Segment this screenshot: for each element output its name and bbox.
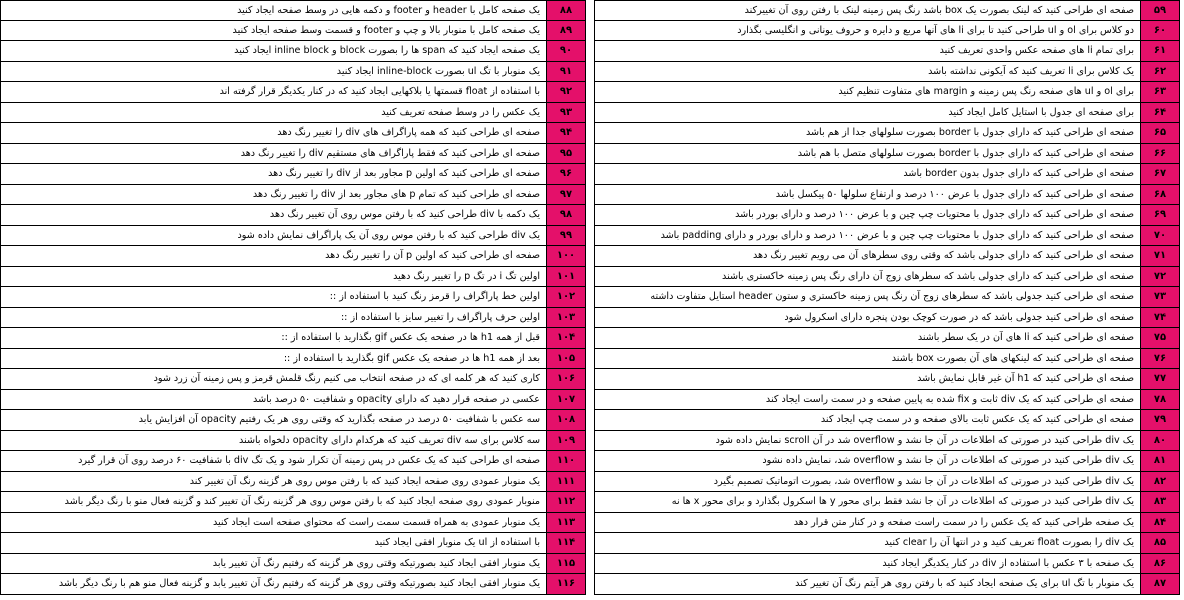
exercise-text: یک منوبار با تگ ul بصورت inline-block ایجاد کنید xyxy=(336,65,540,77)
table-row xyxy=(594,205,1180,226)
exercise-text: صفحه ای طراحی کنید که دارای جدولی باشد که سطرهای زوج آن دارای رنگ پس زمینه خاکستری باشند xyxy=(722,270,1134,282)
exercise-number-badge: ۸۷ xyxy=(1140,574,1179,594)
exercise-text: یک منوبار عمودی به همراه قسمت سمت راست که محتوای صفحه است ایجاد کنید xyxy=(212,516,540,528)
exercise-number-badge: ۸۰ xyxy=(1140,431,1179,451)
exercise-text: صفحه ای طراحی کنید که دارای جدولی باشد که وقتی روی سطرهای آن می رویم تغییر رنگ دهد xyxy=(752,250,1134,261)
exercise-text: یک منوبار با تگ ul برای یک صفحه ایجاد کنید که با رفتن روی هر آیتم رنگ آن تغییر کند xyxy=(795,578,1134,589)
exercise-text: صفحه ای طراحی کنید که اولین p مجاور بعد از div را تغییر رنگ دهد xyxy=(268,168,540,179)
exercise-number-badge: ۸۸ xyxy=(546,1,585,20)
exercise-number-badge: ۷۰ xyxy=(1140,226,1179,246)
exercise-number-badge: ۸۲ xyxy=(1140,472,1179,492)
table-row xyxy=(0,62,586,83)
table-row xyxy=(594,390,1180,411)
exercise-number-badge: ۱۰۴ xyxy=(546,328,585,348)
exercise-number-badge: ۷۱ xyxy=(1140,246,1179,266)
table-row xyxy=(0,123,586,144)
exercise-text: یک div طراحی کنید در صورتی که اطلاعات در آن جا نشد و overflow شد در آن scroll نمایش داده شود xyxy=(715,434,1134,446)
exercise-number-badge: ۶۶ xyxy=(1140,144,1179,164)
exercise-number-badge: ۹۶ xyxy=(546,164,585,184)
exercise-number-badge: ۶۲ xyxy=(1140,62,1179,82)
exercise-number-badge: ۷۵ xyxy=(1140,328,1179,348)
exercise-text: عکسی در صفحه قرار دهید که دارای opacity و شفافیت ۵۰ درصد باشد xyxy=(253,393,540,405)
table-row xyxy=(594,144,1180,165)
exercise-number-badge: ۱۱۱ xyxy=(546,472,585,492)
table-row xyxy=(0,103,586,124)
table-row xyxy=(594,164,1180,185)
exercise-number-badge: ۱۰۸ xyxy=(546,410,585,430)
exercise-number-badge: ۶۹ xyxy=(1140,205,1179,225)
exercise-text: سه عکس با شفافیت ۵۰ درصد در صفحه بگذارید که وقتی روی هر یک رفتیم opacity آن افزایش یابد xyxy=(138,414,540,425)
exercise-number-badge: ۹۰ xyxy=(546,41,585,61)
table-row xyxy=(0,287,586,308)
table-row xyxy=(0,349,586,370)
exercise-number-badge: ۹۹ xyxy=(546,226,585,246)
table-row xyxy=(0,164,586,185)
exercise-text: صفحه ای طراحی کنید جدولی باشد که در صورت کوچک بودن پنجره دارای اسکرول شود xyxy=(784,311,1134,323)
table-row xyxy=(594,533,1180,554)
exercise-text: صفحه ای طراحی کنید که یک div ثابت و fix شده به پایین صفحه و در سمت راست ایجاد کند xyxy=(765,393,1134,405)
exercise-text: منوبار عمودی روی صفحه ایجاد کنید که با رفتن موس روی هر گزینه رنگ آن تغییر کند و گزینه فعال منو با رنگ دیگر باشد xyxy=(64,496,540,507)
table-row xyxy=(594,21,1180,42)
exercise-text: یک کلاس برای li تعریف کنید که آیکونی نداشته باشد xyxy=(928,65,1134,77)
exercise-text: صفحه ای طراحی کنید که دارای جدول با border بصورت سلولهای جدا از هم باشد xyxy=(805,127,1134,138)
exercise-number-badge: ۸۵ xyxy=(1140,533,1179,553)
exercise-text: برای تمام li های صفحه عکس واحدی تعریف کنید xyxy=(939,45,1134,56)
exercise-number-badge: ۹۷ xyxy=(546,185,585,205)
table-row xyxy=(594,62,1180,83)
exercise-text: صفحه ای طراحی کنید که لینک بصورت یک box باشد رنگ پس زمینه لینک با رفتن روی آن تغییرکند xyxy=(744,5,1134,16)
exercise-text: برای ol و ul های صفحه رنگ پس زمینه و margin های متفاوت تنظیم کنید xyxy=(838,86,1134,97)
exercise-text: یک عکس را در وسط صفحه تعریف کنید xyxy=(381,106,540,118)
table-row xyxy=(0,41,586,62)
exercise-number-badge: ۶۴ xyxy=(1140,103,1179,123)
table-row xyxy=(594,123,1180,144)
table-row xyxy=(0,492,586,513)
exercise-text: کاری کنید که هر کلمه ای که در صفحه انتخاب می کنیم رنگ قلمش قرمز و پس زمینه آن زرد شود xyxy=(153,373,540,384)
exercise-number-badge: ۶۸ xyxy=(1140,185,1179,205)
exercise-number-badge: ۶۰ xyxy=(1140,21,1179,41)
exercise-text: صفحه ای طراحی کنید که لینکهای های آن بصورت box باشند xyxy=(891,352,1134,364)
table-row xyxy=(0,226,586,247)
table-row xyxy=(0,246,586,267)
table-row xyxy=(594,451,1180,472)
table-row xyxy=(0,513,586,534)
table-row xyxy=(0,21,586,42)
exercise-number-badge: ۱۰۹ xyxy=(546,431,585,451)
table-row xyxy=(594,472,1180,493)
exercise-number-badge: ۹۸ xyxy=(546,205,585,225)
exercise-text: صفحه ای طراحی کنید که دارای جدول بدون border باشد xyxy=(903,168,1134,179)
exercise-text: یک صفحه طراحی کنید که یک عکس را در سمت راست صفحه و در کنار متن قرار دهد xyxy=(793,516,1134,528)
exercise-text: یک صفحه ایجاد کنید که span ها را بصورت block و inline block ایجاد کنید xyxy=(234,45,540,56)
exercise-text: صفحه ای طراحی کنید که یک عکس در پس زمینه آن تکرار شود و یک تگ div با شفافیت ۶۰ درصد روی آن قرار گیرد xyxy=(78,455,540,466)
exercise-text: قبل از همه h1 ها در صفحه یک عکس gif بگذارید با استفاده از :: xyxy=(281,332,540,343)
table-row xyxy=(0,369,586,390)
exercise-text: یک منوبار افقی ایجاد کنید بصورتیکه وقتی روی هر گزینه که رفتیم رنگ آن تغییر یابد xyxy=(212,557,540,569)
exercise-number-badge: ۹۳ xyxy=(546,103,585,123)
table-row xyxy=(0,472,586,493)
table-row xyxy=(0,205,586,226)
exercise-text: صفحه ای طراحی کنید که li های آن در یک سطر باشند xyxy=(917,332,1134,343)
table-row xyxy=(594,41,1180,62)
exercise-text: صفحه ای طراحی کنید که یک عکس ثابت بالای صفحه و در سمت چپ ایجاد کند xyxy=(820,414,1134,425)
table-row xyxy=(0,390,586,411)
table-row xyxy=(0,574,586,595)
exercise-text: دو کلاس برای ol و ul طراحی کنید تا برای li های آنها مربع و دایره و حروف یونانی و انگلیسی بگذارد xyxy=(737,24,1134,36)
table-row xyxy=(594,103,1180,124)
exercise-number-badge: ۱۰۰ xyxy=(546,246,585,266)
exercise-text: یک دکمه با div طراحی کنید که با رفتن موس روی آن تغییر رنگ دهد xyxy=(269,209,540,220)
exercise-text: اولین تگ i در تگ p را تغییر رنگ دهید xyxy=(393,270,540,282)
table-row xyxy=(594,574,1180,595)
exercise-number-badge: ۱۰۲ xyxy=(546,287,585,307)
exercise-text: یک منوبار عمودی روی صفحه ایجاد کنید که با رفتن موس روی هر گزینه رنگ آن تغییر کند xyxy=(189,475,540,487)
exercise-text: یک div طراحی کنید در صورتی که اطلاعات در آن جا نشد و overflow شد، نمایش داده نشود xyxy=(762,455,1134,466)
exercise-number-badge: ۹۲ xyxy=(546,82,585,102)
table-row xyxy=(0,144,586,165)
exercise-text: یک div طراحی کنید در صورتی که اطلاعات در آن جا نشد و overflow شد، بصورت اتوماتیک تصمیم بگیرد xyxy=(713,475,1134,487)
table-row xyxy=(0,185,586,206)
exercise-number-badge: ۱۱۰ xyxy=(546,451,585,471)
table-row xyxy=(594,226,1180,247)
exercise-text: صفحه ای طراحی کنید که دارای جدول با محتویات چپ چین و با عرض ۱۰۰ درصد و دارای بوردر باشد xyxy=(735,209,1134,220)
exercise-number-badge: ۷۴ xyxy=(1140,308,1179,328)
table-row xyxy=(594,431,1180,452)
table-row xyxy=(0,533,586,554)
table-row xyxy=(0,308,586,329)
table-row xyxy=(594,369,1180,390)
exercise-text: یک منوبار افقی ایجاد کنید بصورتیکه وقتی روی هر گزینه که رفتیم رنگ آن تغییر یابد و گزینه فعال منو هم با رنگ دیگر باشد xyxy=(58,578,540,589)
exercise-text: یک div طراحی کنید در صورتی که اطلاعات در آن جا نشد فقط برای محور y ها اسکرول بگذارد و برای محور x ها نه xyxy=(671,496,1134,507)
exercise-number-badge: ۶۷ xyxy=(1140,164,1179,184)
exercise-text: یک صفحه با ۳ عکس با استفاده از div در کنار یکدیگر ایجاد کنید xyxy=(882,557,1134,569)
exercise-number-badge: ۷۹ xyxy=(1140,410,1179,430)
exercise-text: صفحه ای طراحی کنید که دارای جدول با محتویات چپ چین و با عرض ۱۰۰ درصد و دارای بوردر و دارای padding باشد xyxy=(660,229,1134,241)
exercise-text: صفحه ای طراحی کنید که دارای جدول با border بصورت سلولهای متصل با هم باشد xyxy=(797,147,1134,159)
exercise-table-left xyxy=(0,0,586,600)
exercise-text: اولین حرف پاراگراف را تغییر سایز با استفاده از :: xyxy=(340,311,540,323)
table-row xyxy=(594,554,1180,575)
table-row xyxy=(594,82,1180,103)
exercise-number-badge: ۷۸ xyxy=(1140,390,1179,410)
table-row xyxy=(594,349,1180,370)
exercise-number-badge: ۱۰۳ xyxy=(546,308,585,328)
table-row xyxy=(0,431,586,452)
exercise-number-badge: ۱۱۶ xyxy=(546,574,585,594)
table-row xyxy=(594,246,1180,267)
exercise-text: یک صفحه کامل با منوبار بالا و چپ و footer و قسمت وسط صفحه ایجاد کنید xyxy=(232,24,540,36)
table-row xyxy=(594,287,1180,308)
exercise-number-badge: ۹۴ xyxy=(546,123,585,143)
exercise-number-badge: ۱۰۶ xyxy=(546,369,585,389)
exercise-number-badge: ۱۰۵ xyxy=(546,349,585,369)
exercise-text: سه کلاس برای سه div تعریف کنید که هرکدام دارای opacity دلخواه باشند xyxy=(239,434,540,446)
exercise-text: برای صفحه ای جدول با استایل کامل ایجاد کنید xyxy=(948,106,1134,118)
exercise-text: یک div طراحی کنید که با رفتن موس روی آن یک پاراگراف نمایش داده شود xyxy=(237,229,540,241)
table-row xyxy=(594,308,1180,329)
exercise-number-badge: ۶۵ xyxy=(1140,123,1179,143)
exercise-number-badge: ۸۹ xyxy=(546,21,585,41)
exercise-text: صفحه ای طراحی کنید که تمام p های مجاور بعد از div را تغییر رنگ دهد xyxy=(252,188,540,200)
table-row xyxy=(594,185,1180,206)
exercise-text: صفحه ای طراحی کنید که فقط پاراگراف های مستقیم div را تغییر رنگ دهد xyxy=(240,147,540,159)
exercise-table-right xyxy=(594,0,1180,600)
table-row xyxy=(0,451,586,472)
exercise-number-badge: ۸۴ xyxy=(1140,513,1179,533)
exercise-number-badge: ۹۱ xyxy=(546,62,585,82)
exercise-number-badge: ۶۱ xyxy=(1140,41,1179,61)
exercise-number-badge: ۱۱۵ xyxy=(546,554,585,574)
exercise-number-badge: ۱۱۳ xyxy=(546,513,585,533)
table-row xyxy=(594,328,1180,349)
exercise-number-badge: ۹۵ xyxy=(546,144,585,164)
exercise-number-badge: ۸۱ xyxy=(1140,451,1179,471)
table-row xyxy=(0,328,586,349)
table-row xyxy=(594,513,1180,534)
exercise-text: صفحه ای طراحی کنید که اولین p آن را تغییر رنگ دهد xyxy=(325,250,540,261)
exercise-text: صفحه ای طراحی کنید که h1 آن غیر قابل نمایش باشد xyxy=(917,373,1134,384)
exercise-text: اولین خط پاراگراف را قرمز رنگ کنید با استفاده از :: xyxy=(329,291,540,302)
table-row xyxy=(594,267,1180,288)
table-row xyxy=(594,0,1180,21)
exercise-number-badge: ۷۳ xyxy=(1140,287,1179,307)
table-row xyxy=(0,554,586,575)
exercise-number-badge: ۷۲ xyxy=(1140,267,1179,287)
table-row xyxy=(0,267,586,288)
table-row xyxy=(594,410,1180,431)
exercise-number-badge: ۶۳ xyxy=(1140,82,1179,102)
exercise-text: صفحه ای طراحی کنید جدولی باشد که سطرهای زوج آن رنگ پس زمینه خاکستری و ستون header استایل متفاوت داشته xyxy=(650,291,1134,302)
table-row xyxy=(0,410,586,431)
exercise-number-badge: ۱۰۷ xyxy=(546,390,585,410)
exercise-text: با استفاده از float قسمتها یا بلاکهایی ایجاد کنید که در کنار یکدیگر قرار گرفته اند xyxy=(219,86,540,97)
exercise-number-badge: ۱۰۱ xyxy=(546,267,585,287)
exercise-number-badge: ۱۱۲ xyxy=(546,492,585,512)
exercise-text: یک صفحه کامل با header و footer و دکمه هایی در وسط صفحه ایجاد کنید xyxy=(237,5,540,16)
exercise-text: صفحه ای طراحی کنید که همه پاراگراف های div را تغییر رنگ دهد xyxy=(277,127,540,138)
exercise-text: صفحه ای طراحی کنید که دارای جدول با عرض ۱۰۰ درصد و ارتفاع سلولها ۵۰ پیکسل باشد xyxy=(775,188,1134,200)
table-row xyxy=(594,492,1180,513)
exercise-text: یک div را بصورت float تعریف کنید و در انتها آن را clear کنید xyxy=(884,537,1134,548)
exercise-text: با استفاده از ul یک منوبار افقی ایجاد کنید xyxy=(374,537,540,548)
exercise-text: بعد از همه h1 ها در صفحه یک عکس gif بگذارید با استفاده از :: xyxy=(283,352,540,364)
exercise-number-badge: ۸۶ xyxy=(1140,554,1179,574)
table-row xyxy=(0,82,586,103)
table-row xyxy=(0,0,586,21)
exercise-number-badge: ۱۱۴ xyxy=(546,533,585,553)
exercise-number-badge: ۵۹ xyxy=(1140,1,1179,20)
exercise-number-badge: ۸۳ xyxy=(1140,492,1179,512)
exercise-number-badge: ۷۷ xyxy=(1140,369,1179,389)
exercise-number-badge: ۷۶ xyxy=(1140,349,1179,369)
